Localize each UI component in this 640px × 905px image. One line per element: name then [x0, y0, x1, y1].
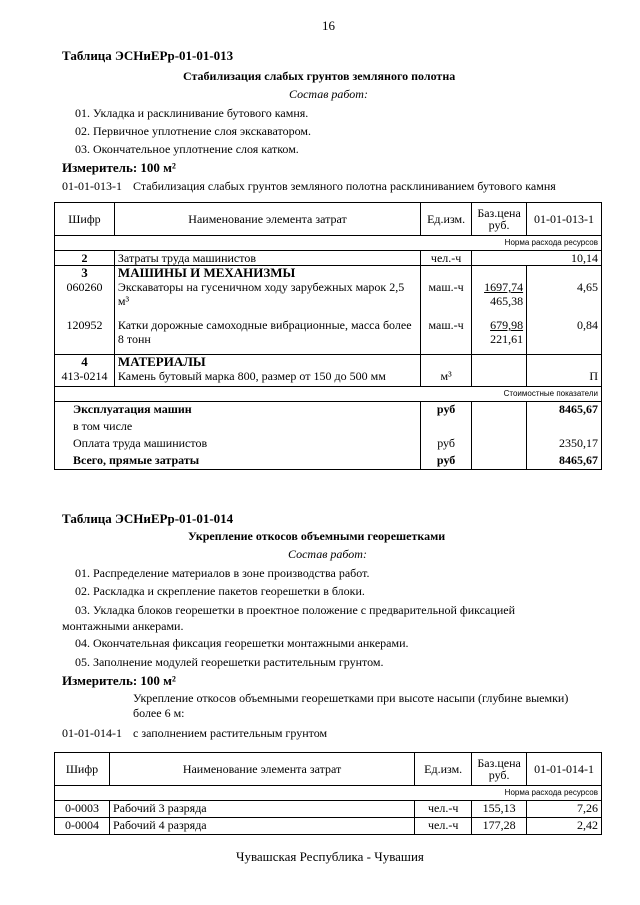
- table-1-row-machine-1: [55, 280, 602, 318]
- col-code-header: Шифр: [55, 753, 110, 786]
- row-code: 413-0214: [55, 369, 115, 387]
- page-number: 16: [322, 18, 335, 33]
- norma-label: Норма расхода ресурсов: [55, 236, 602, 251]
- row-code: 120952: [55, 318, 115, 354]
- row-price-1: 679,98: [490, 318, 524, 332]
- table-2-meter: Измеритель: 100 м²: [62, 673, 176, 688]
- cost-label: Стоимостные показатели: [55, 387, 602, 402]
- row-unit: чел.-ч: [415, 801, 472, 818]
- table-1-subtitle: Стабилизация слабых грунтов земляного полотна: [183, 69, 456, 83]
- total-unit: [421, 419, 472, 436]
- section-code: 4: [55, 354, 115, 369]
- row-unit: чел.-ч: [415, 818, 472, 835]
- table-1-total-2: [55, 419, 602, 436]
- table-2-row-1: [55, 801, 602, 818]
- table-1-title: Таблица ЭСНиЕРр-01-01-013: [62, 48, 234, 63]
- table-2-step-3: 03. Укладка блоков георешетки в проектное положение с предварительной фиксацией монтажными анкерами.: [62, 603, 516, 633]
- row-name: Катки дорожные самоходные вибрационные, масса более 8 тонн: [114, 318, 420, 354]
- row-unit: маш.-ч: [421, 318, 472, 354]
- table-1-total-4: [55, 453, 602, 470]
- col-code-header: Шифр: [55, 203, 115, 236]
- row-code: 0-0004: [55, 818, 110, 835]
- total-unit: руб: [421, 402, 472, 419]
- table-1-section-materials: [55, 354, 602, 369]
- total-value: 2350,17: [527, 436, 602, 453]
- col-norm-header: 01-01-013-1: [527, 203, 602, 236]
- row-value: 2,42: [527, 818, 602, 835]
- table-2-composition-label: Состав работ:: [288, 547, 367, 561]
- row-unit: маш.-ч: [421, 280, 472, 318]
- table-2-header-row: [55, 753, 602, 786]
- row-price: 155,13: [472, 801, 527, 818]
- norma-label: Норма расхода ресурсов: [55, 786, 602, 801]
- table-1-total-3: [55, 436, 602, 453]
- col-unit-header: Ед.изм.: [415, 753, 472, 786]
- table-1-step-2: 02. Первичное уплотнение слоя экскаватором.: [75, 124, 311, 138]
- table-2-norm-code: 01-01-014-1: [62, 726, 122, 740]
- total-unit: руб: [421, 453, 472, 470]
- table-1-norma-row: [55, 236, 602, 251]
- row-price-2: 221,61: [490, 332, 524, 346]
- total-name: Оплата труда машинистов: [55, 436, 421, 453]
- table-2-step-5: 05. Заполнение модулей георешетки растительным грунтом.: [75, 655, 384, 669]
- row-code: 2: [55, 251, 115, 266]
- table-1-total-1: [55, 402, 602, 419]
- table-2-norma-row: [55, 786, 602, 801]
- table-1-row-material: [55, 369, 602, 387]
- row-name: Камень бутовый марка 800, размер от 150 до 500 мм: [114, 369, 420, 387]
- col-unit-header: Ед.изм.: [421, 203, 472, 236]
- total-value: 8465,67: [527, 453, 602, 470]
- total-unit: руб: [421, 436, 472, 453]
- section-name: МАТЕРИАЛЫ: [114, 354, 420, 369]
- row-value: 7,26: [527, 801, 602, 818]
- table-1-meter: Измеритель: 100 м²: [62, 160, 176, 175]
- table-1-section-machines: [55, 266, 602, 281]
- total-name: Эксплуатация машин: [55, 402, 421, 419]
- table-2-step-4: 04. Окончательная фиксация георешетки монтажными анкерами.: [75, 636, 409, 650]
- table-2-title: Таблица ЭСНиЕРр-01-01-014: [62, 511, 234, 526]
- row-code: 0-0003: [55, 801, 110, 818]
- col-name-header: Наименование элемента затрат: [109, 753, 414, 786]
- row-name: Рабочий 4 разряда: [109, 818, 414, 835]
- col-name-header: Наименование элемента затрат: [114, 203, 420, 236]
- total-value: [527, 419, 602, 436]
- total-name: в том числе: [55, 419, 421, 436]
- row-value: 10,14: [527, 251, 602, 266]
- table-2: [54, 752, 602, 835]
- table-2-row-2: [55, 818, 602, 835]
- row-value: П: [527, 369, 602, 387]
- col-price-header: Баз.цена руб.: [472, 203, 527, 236]
- table-2-step-1: 01. Распределение материалов в зоне производства работ.: [75, 566, 370, 580]
- col-price-header: Баз.цена руб.: [472, 753, 527, 786]
- row-name: Экскаваторы на гусеничном ходу зарубежных марок 2,5 м³: [114, 280, 420, 318]
- table-1-row-machine-2: [55, 318, 602, 354]
- col-norm-header: 01-01-014-1: [527, 753, 602, 786]
- table-1-step-1: 01. Укладка и расклинивание бутового камня.: [75, 106, 309, 120]
- row-value: 4,65: [527, 280, 602, 318]
- table-1-composition-label: Состав работ:: [289, 87, 368, 101]
- footer-text: Чувашская Республика - Чувашия: [236, 849, 424, 864]
- table-2-step-2: 02. Раскладка и скрепление пакетов георешетки в блоки.: [75, 584, 365, 598]
- row-price: 177,28: [472, 818, 527, 835]
- row-unit: чел.-ч: [421, 251, 472, 266]
- row-code: 060260: [55, 280, 115, 318]
- table-2-group-text: Укрепление откосов объемными георешетками при высоте насыпи (глубине выемки) более 6 м:: [133, 691, 569, 720]
- table-2-norm-text: с заполнением растительным грунтом: [133, 726, 328, 740]
- section-code: 3: [55, 266, 115, 281]
- section-name: МАШИНЫ И МЕХАНИЗМЫ: [114, 266, 420, 281]
- row-name: Затраты труда машинистов: [114, 251, 420, 266]
- table-1-row-labor: [55, 251, 602, 266]
- table-1-norm-text: Стабилизация слабых грунтов земляного полотна расклиниванием бутового камня: [133, 179, 556, 193]
- table-2-subtitle: Укрепление откосов объемными георешетками: [188, 529, 446, 543]
- table-1-cost-row: [55, 387, 602, 402]
- table-1: [54, 202, 602, 470]
- row-price-1: 1697,74: [484, 280, 524, 294]
- total-value: 8465,67: [527, 402, 602, 419]
- table-1-norm-code: 01-01-013-1: [62, 179, 122, 193]
- table-1-step-3: 03. Окончательное уплотнение слоя катком.: [75, 142, 299, 156]
- row-price-2: 465,38: [490, 294, 524, 308]
- row-value: 0,84: [527, 318, 602, 354]
- row-name: Рабочий 3 разряда: [109, 801, 414, 818]
- total-name: Всего, прямые затраты: [55, 453, 421, 470]
- row-unit: м³: [421, 369, 472, 387]
- table-1-header-row: [55, 203, 602, 236]
